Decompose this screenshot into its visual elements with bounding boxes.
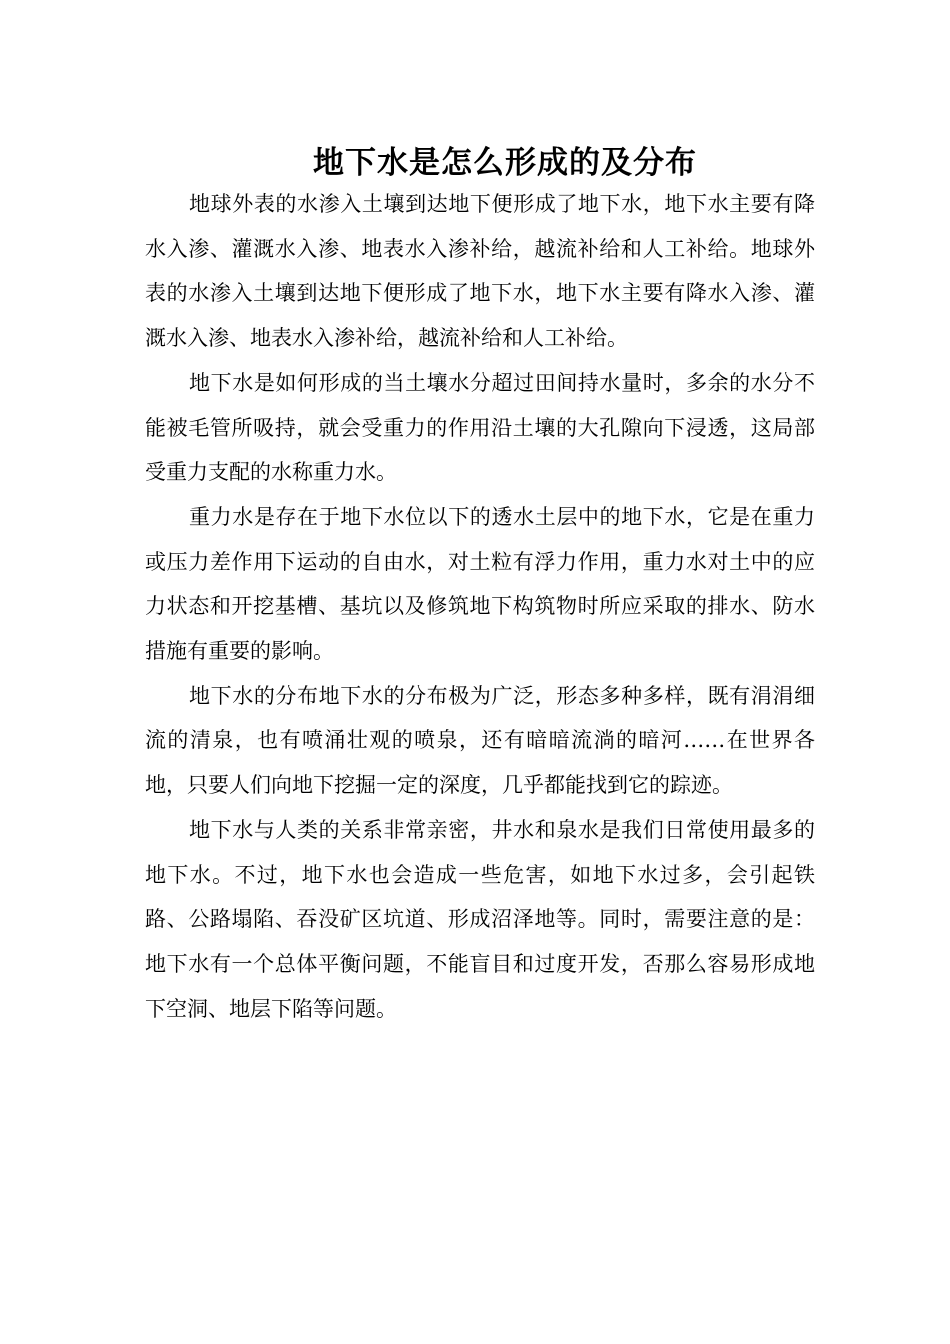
paragraph-recharge: 地球外表的水渗入土壤到达地下便形成了地下水，地下水主要有降水入渗、灌溉水入渗、地表水入渗补给，越流补给和人工补给。地球外表的水渗入土壤到达地下便形成了地下水，地下水主要有降水入渗、灌溉水入渗、地表水入渗补给，越流补给和人工补给。 [145,192,815,351]
paragraph-formation: 地下水是如何形成的当土壤水分超过田间持水量时，多余的水分不能被毛管所吸持，就会受重力的作用沿土壤的大孔隙向下浸透，这局部受重力支配的水称重力水。 [145,370,815,485]
page-title: 地下水是怎么形成的及分布 [313,144,697,181]
paragraph-distribution: 地下水的分布地下水的分布极为广泛，形态多种多样，既有涓涓细流的清泉，也有喷涌壮观的喷泉，还有暗暗流淌的暗河……在世界各地，只要人们向地下挖掘一定的深度，几乎都能找到它的踪迹。 [145,683,815,798]
paragraph-gravity-water: 重力水是存在于地下水位以下的透水土层中的地下水，它是在重力或压力差作用下运动的自由水，对土粒有浮力作用，重力水对土中的应力状态和开挖基槽、基坑以及修筑地下构筑物时所应采取的排水、防水措施有重要的影响。 [145,504,815,664]
paragraph-human-relation: 地下水与人类的关系非常亲密，井水和泉水是我们日常使用最多的地下水。不过，地下水也会造成一些危害，如地下水过多，会引起铁路、公路塌陷、吞没矿区坑道、形成沼泽地等。同时，需要注意的是：地下水有一个总体平衡问题，不能盲目和过度开发，否那么容易形成地下空洞、地层下陷等问题。 [145,817,815,1021]
document-body [145,182,815,1031]
